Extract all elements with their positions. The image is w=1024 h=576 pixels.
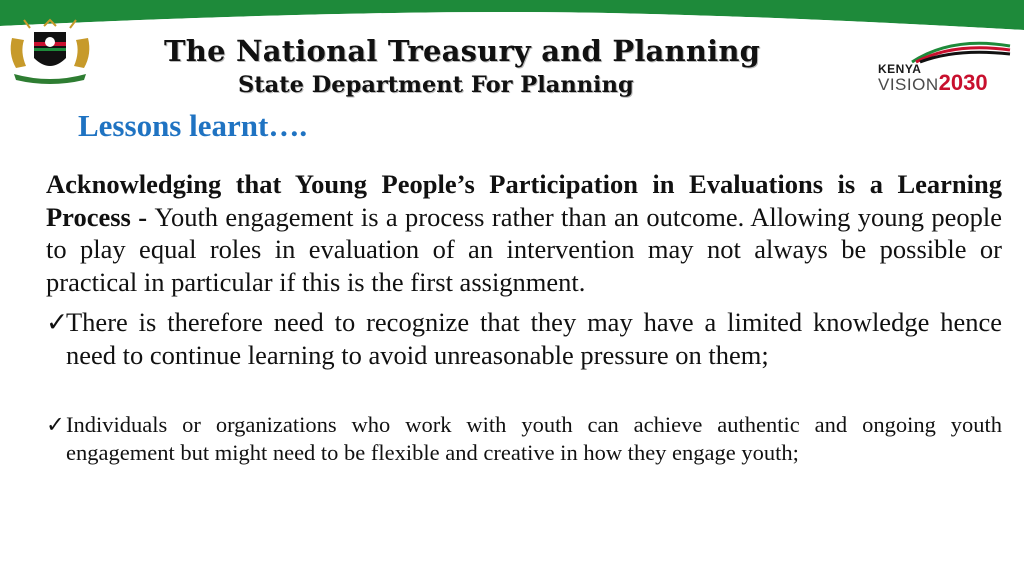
checkmark-icon: ✓ [46, 307, 69, 337]
checkmark-icon: ✓ [46, 412, 65, 437]
intro-paragraph [46, 168, 1002, 298]
kenya-logo-text: KENYA [878, 62, 922, 76]
coat-of-arms-logo [4, 18, 96, 84]
vision-logo-text [878, 70, 988, 96]
bullet-text-1: There is therefore need to recognize that they may have a limited knowledge hence need to continue learning to avoid unreasonable pressure on them; [66, 307, 1002, 370]
header-subtitle: State Department For Planning [238, 72, 634, 98]
paragraph-body: Youth engagement is a process rather than an outcome. Allowing young people to play equal roles in evaluation of an intervention may not always be possible or practical in particular if this is the first assignment. [46, 201, 1002, 297]
bullet-item-1 [46, 306, 1002, 371]
bullet-item-2 [46, 411, 1002, 467]
vision-year: 2030 [938, 70, 988, 95]
vision-word: VISION [878, 75, 939, 94]
paragraph-bold-lead: Acknowledging that Young People’s Participation in Evaluations is a Learning Process - [46, 169, 1002, 232]
header-title: The National Treasury and Planning [164, 34, 761, 68]
bullet-text-2: Individuals or organizations who work with youth can achieve authentic and ongoing youth engagement but might need to be flexible and creative in how they engage youth; [66, 412, 1002, 465]
slide-title: Lessons learnt…. [78, 108, 308, 143]
